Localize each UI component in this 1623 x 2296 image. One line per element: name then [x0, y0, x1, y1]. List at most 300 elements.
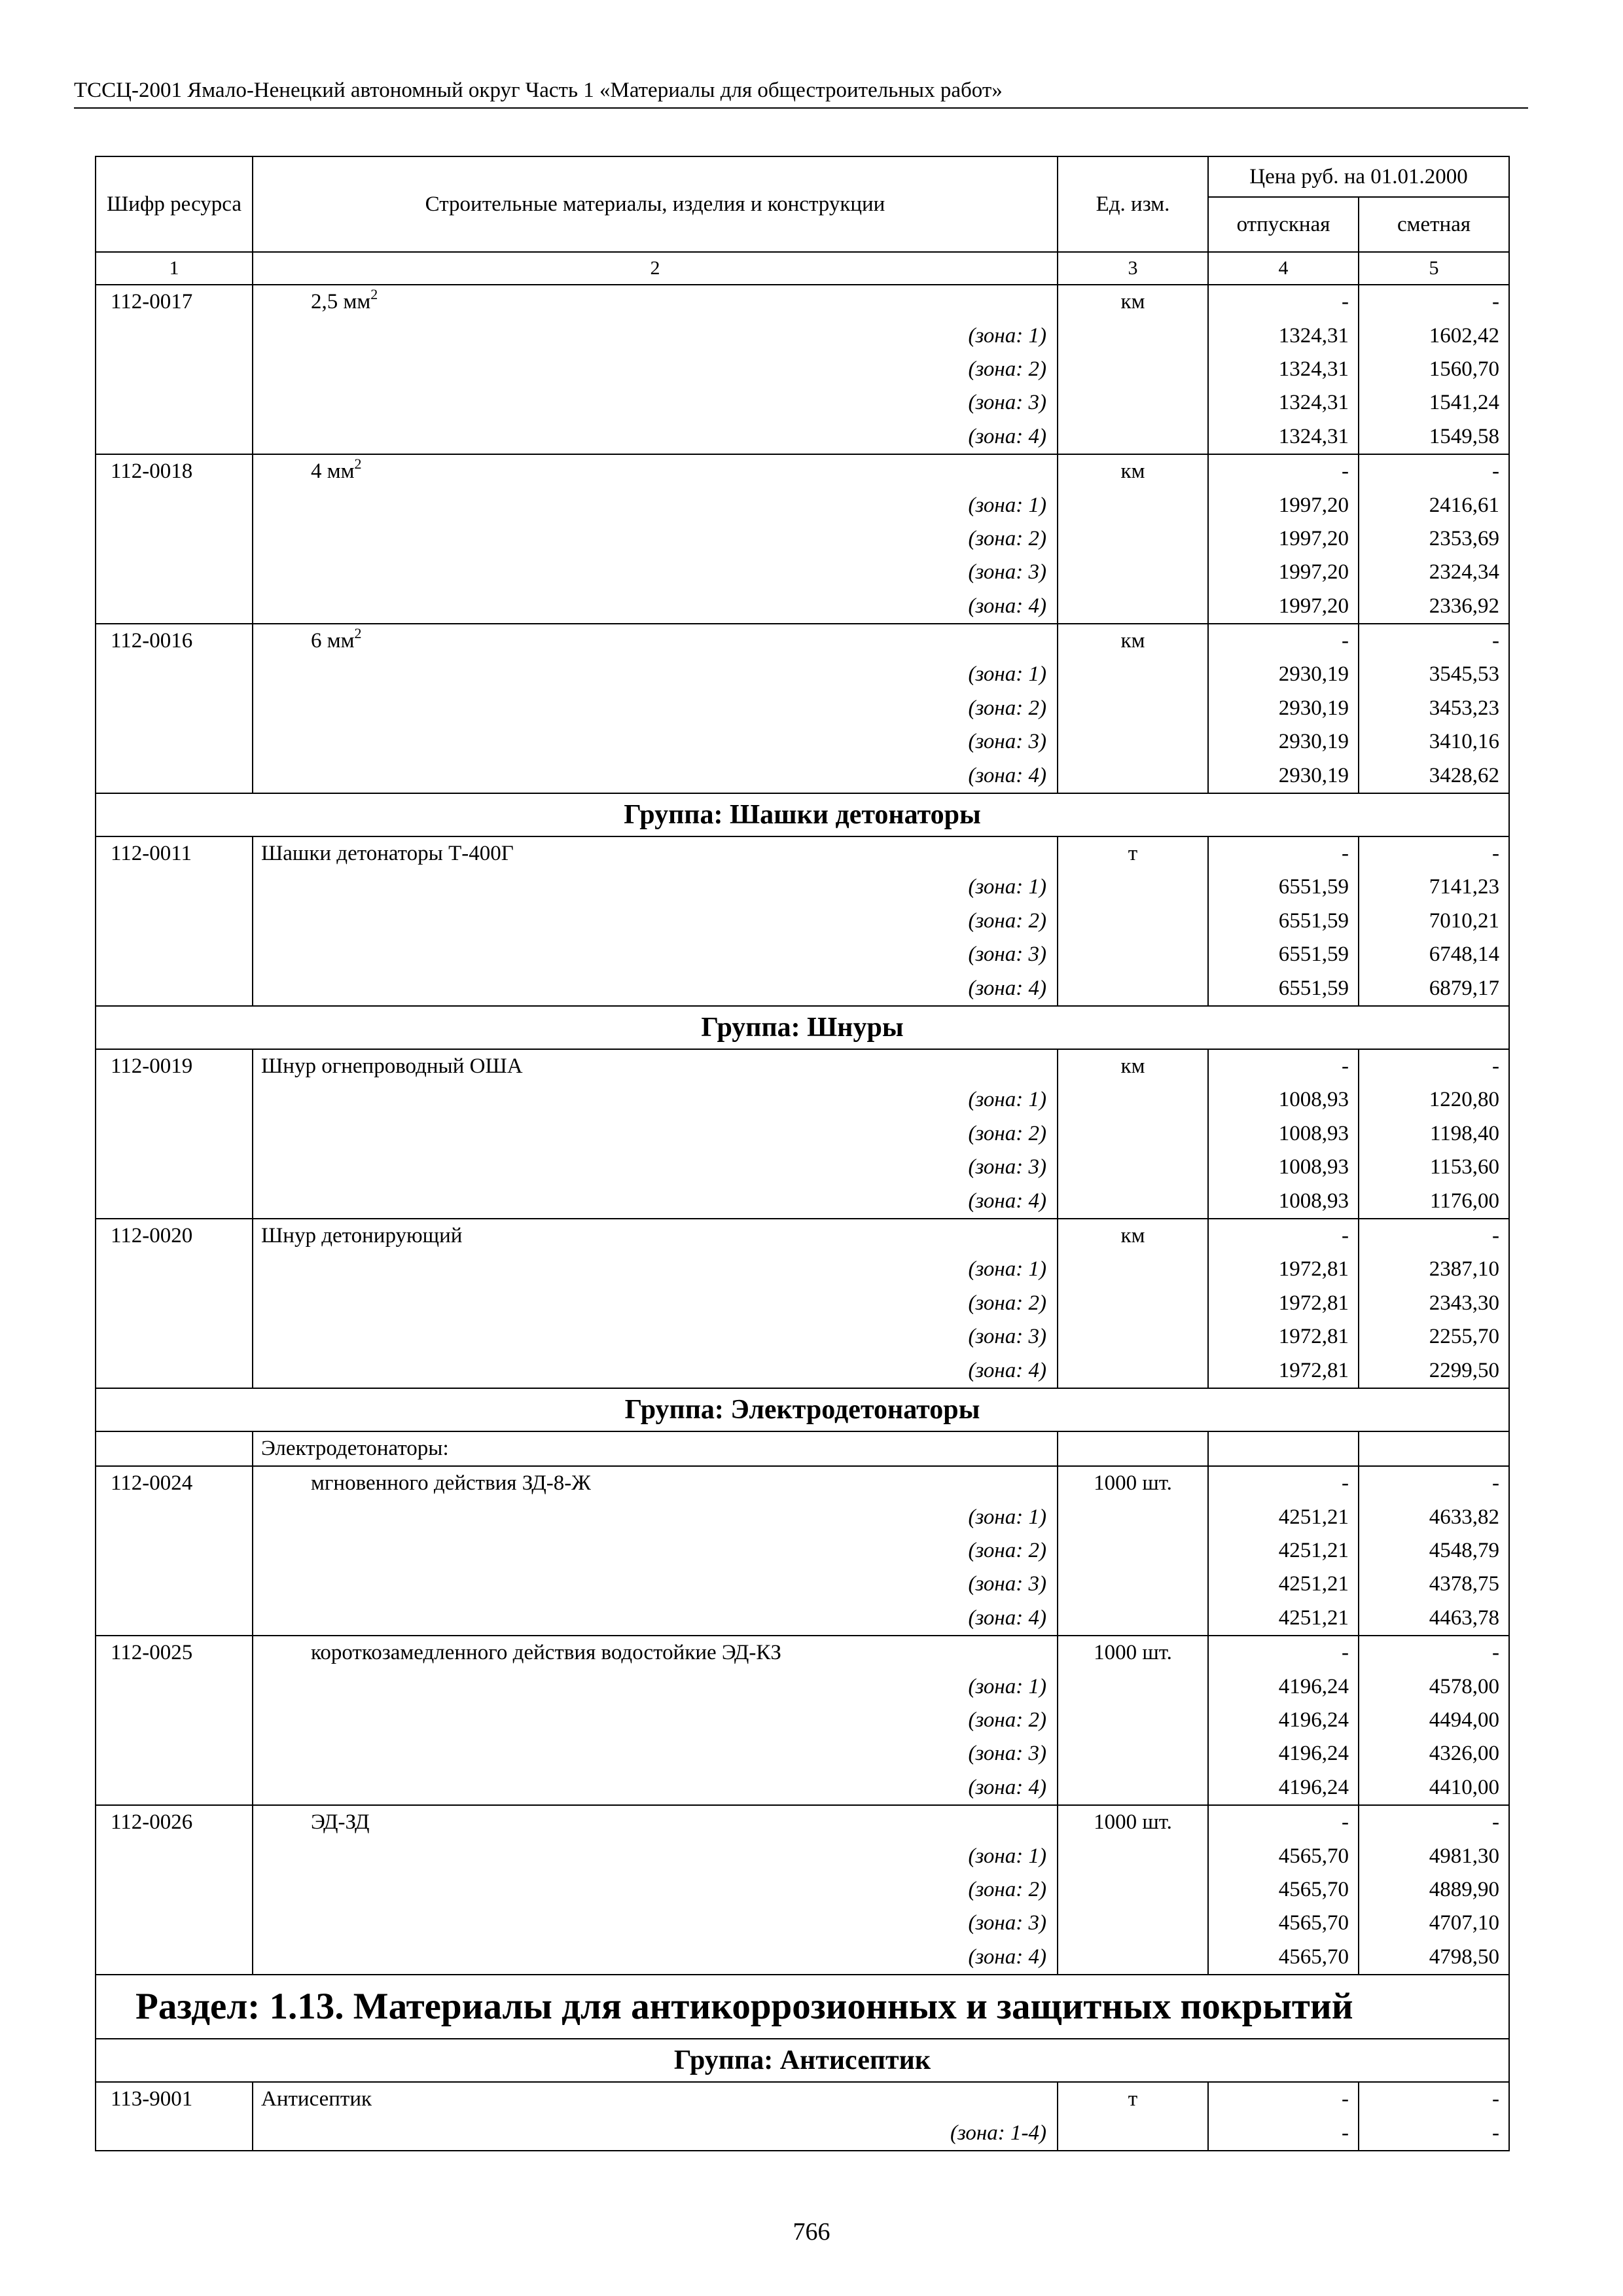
item-row	[96, 285, 1509, 319]
release-price: 1972,81	[1208, 1354, 1359, 1388]
release-price: 1324,31	[1208, 319, 1359, 352]
estimate-price: 1220,80	[1359, 1083, 1509, 1117]
zone-row	[96, 1907, 1509, 1940]
material-name	[253, 285, 1058, 319]
zone-label: (зона: 1)	[253, 1501, 1058, 1534]
zone-row	[96, 1117, 1509, 1151]
unit-cell	[1058, 1941, 1208, 1975]
resource-code	[96, 386, 253, 420]
zone-label: (зона: 2)	[253, 1117, 1058, 1151]
header-code: Шифр ресурса	[96, 156, 253, 252]
release-price: 1997,20	[1208, 556, 1359, 589]
release-price: 1997,20	[1208, 590, 1359, 624]
zone-label: (зона: 1)	[253, 658, 1058, 691]
item-row	[96, 1805, 1509, 1839]
estimate-price: 4889,90	[1359, 1873, 1509, 1907]
estimate-price: 3428,62	[1359, 759, 1509, 793]
zone-label: (зона: 2)	[253, 1534, 1058, 1568]
release-price: -	[1208, 1219, 1359, 1253]
material-name-text: 6 мм	[311, 629, 355, 653]
column-number: 4	[1208, 252, 1359, 285]
release-price: -	[1208, 1636, 1359, 1670]
release-price: 6551,59	[1208, 938, 1359, 971]
estimate-price: 6748,14	[1359, 938, 1509, 971]
resource-code	[96, 420, 253, 454]
material-name-text: 4 мм	[311, 459, 355, 484]
material-name	[253, 1466, 1058, 1500]
unit-cell	[1058, 1253, 1208, 1286]
zone-row	[96, 1501, 1509, 1534]
unit-cell: т	[1058, 2082, 1208, 2116]
zone-label: (зона: 3)	[253, 1568, 1058, 1601]
resource-code: 113-9001	[96, 2082, 253, 2116]
resource-code	[96, 522, 253, 556]
unit-cell	[1058, 759, 1208, 793]
material-name	[253, 1219, 1058, 1253]
zone-row	[96, 1534, 1509, 1568]
zone-label: (зона: 2)	[253, 1287, 1058, 1320]
resource-code	[96, 1704, 253, 1737]
release-price: 4565,70	[1208, 1873, 1359, 1907]
release-price: -	[1208, 1805, 1359, 1839]
estimate-price: 1198,40	[1359, 1117, 1509, 1151]
unit-cell	[1058, 1737, 1208, 1770]
resource-code: 112-0016	[96, 624, 253, 658]
release-price: 2930,19	[1208, 725, 1359, 759]
zone-row	[96, 1602, 1509, 1636]
estimate-price: 1560,70	[1359, 353, 1509, 386]
zone-label: (зона: 4)	[253, 1354, 1058, 1388]
estimate-price: 3545,53	[1359, 658, 1509, 691]
zone-row	[96, 1253, 1509, 1286]
release-price: -	[1208, 454, 1359, 488]
zone-row	[96, 1737, 1509, 1770]
item-row	[96, 624, 1509, 658]
table-body	[96, 285, 1509, 2151]
zone-row	[96, 938, 1509, 971]
zone-row	[96, 1771, 1509, 1805]
release-price: 1008,93	[1208, 1083, 1359, 1117]
item-row	[96, 1466, 1509, 1500]
material-name	[253, 1636, 1058, 1670]
unit-cell	[1058, 556, 1208, 589]
unit-exponent: 2	[354, 625, 362, 642]
zone-label: (зона: 1)	[253, 1839, 1058, 1873]
estimate-price: 1153,60	[1359, 1151, 1509, 1184]
estimate-price: 4378,75	[1359, 1568, 1509, 1601]
resource-code	[96, 971, 253, 1005]
zone-row	[96, 1670, 1509, 1703]
zone-row	[96, 353, 1509, 386]
subheading-row	[96, 1431, 1509, 1466]
resource-code	[96, 353, 253, 386]
header-release: отпускная	[1208, 197, 1359, 252]
resource-code	[96, 1320, 253, 1354]
zone-row	[96, 1839, 1509, 1873]
estimate-price: -	[1359, 1466, 1509, 1500]
zone-label: (зона: 1)	[253, 488, 1058, 522]
resource-code	[96, 1354, 253, 1388]
header-name: Строительные материалы, изделия и конструкции	[253, 156, 1058, 252]
resource-code	[96, 725, 253, 759]
estimate-price: 1176,00	[1359, 1184, 1509, 1218]
unit-cell	[1058, 488, 1208, 522]
material-name-text: Шнур детонирующий	[261, 1223, 463, 1247]
material-name	[253, 836, 1058, 870]
unit-cell	[1058, 1083, 1208, 1117]
group-heading: Группа: Антисептик	[96, 2039, 1509, 2082]
material-name	[253, 624, 1058, 658]
release-price: 1008,93	[1208, 1151, 1359, 1184]
estimate-price: 2336,92	[1359, 590, 1509, 624]
estimate-price: 4548,79	[1359, 1534, 1509, 1568]
unit-cell	[1058, 1907, 1208, 1940]
zone-row	[96, 1184, 1509, 1218]
resource-code	[96, 1431, 253, 1466]
estimate-price	[1359, 1431, 1509, 1466]
zone-label: (зона: 3)	[253, 938, 1058, 971]
unit-cell	[1058, 1602, 1208, 1636]
release-price: -	[1208, 285, 1359, 319]
unit-cell: км	[1058, 1049, 1208, 1083]
zone-label: (зона: 3)	[253, 386, 1058, 420]
zone-row	[96, 420, 1509, 454]
unit-cell: 1000 шт.	[1058, 1466, 1208, 1500]
zone-label: (зона: 4)	[253, 759, 1058, 793]
header-unit: Ед. изм.	[1058, 156, 1208, 252]
release-price: 1972,81	[1208, 1287, 1359, 1320]
material-name-text: мгновенного действия ЗД-8-Ж	[311, 1471, 591, 1496]
zone-label: (зона: 2)	[253, 522, 1058, 556]
material-subheading: Электродетонаторы:	[253, 1431, 1058, 1466]
zone-label: (зона: 4)	[253, 590, 1058, 624]
zone-label: (зона: 2)	[253, 905, 1058, 938]
resource-code	[96, 658, 253, 691]
resource-code	[96, 692, 253, 725]
estimate-price: 3453,23	[1359, 692, 1509, 725]
zone-row	[96, 1873, 1509, 1907]
estimate-price: 4798,50	[1359, 1941, 1509, 1975]
release-price: 1324,31	[1208, 386, 1359, 420]
release-price: -	[1208, 1466, 1359, 1500]
release-price: 2930,19	[1208, 692, 1359, 725]
resource-code	[96, 759, 253, 793]
zone-label: (зона: 1)	[253, 1083, 1058, 1117]
resource-code	[96, 1117, 253, 1151]
resource-code	[96, 905, 253, 938]
unit-cell	[1058, 1117, 1208, 1151]
release-price: 6551,59	[1208, 870, 1359, 904]
resource-code	[96, 1737, 253, 1770]
unit-cell	[1058, 1151, 1208, 1184]
resource-code	[96, 1839, 253, 1873]
zone-row	[96, 1287, 1509, 1320]
resource-code	[96, 2116, 253, 2150]
zone-row	[96, 1941, 1509, 1975]
column-number: 5	[1359, 252, 1509, 285]
release-price: 4565,70	[1208, 1941, 1359, 1975]
zone-row	[96, 759, 1509, 793]
release-price: 4251,21	[1208, 1534, 1359, 1568]
estimate-price: 4633,82	[1359, 1501, 1509, 1534]
item-row	[96, 454, 1509, 488]
resource-code	[96, 1602, 253, 1636]
group-heading-row	[96, 2039, 1509, 2082]
zone-row	[96, 1151, 1509, 1184]
group-heading: Группа: Электродетонаторы	[96, 1388, 1509, 1431]
estimate-price: 2387,10	[1359, 1253, 1509, 1286]
release-price: 1324,31	[1208, 420, 1359, 454]
unit-cell	[1058, 1184, 1208, 1218]
unit-cell: км	[1058, 1219, 1208, 1253]
zone-row	[96, 971, 1509, 1005]
resource-code: 112-0025	[96, 1636, 253, 1670]
resource-code	[96, 1941, 253, 1975]
zone-row	[96, 590, 1509, 624]
zone-label: (зона: 4)	[253, 1941, 1058, 1975]
item-row	[96, 1219, 1509, 1253]
group-heading-row	[96, 1006, 1509, 1049]
resource-code	[96, 1287, 253, 1320]
resource-code	[96, 1907, 253, 1940]
material-name	[253, 2082, 1058, 2116]
estimate-price: 4463,78	[1359, 1602, 1509, 1636]
release-price: 1008,93	[1208, 1184, 1359, 1218]
resource-code	[96, 590, 253, 624]
zone-label: (зона: 3)	[253, 1320, 1058, 1354]
material-name-text: короткозамедленного действия водостойкие ЭД-КЗ	[311, 1641, 781, 1665]
release-price: 1997,20	[1208, 522, 1359, 556]
zone-label: (зона: 1)	[253, 319, 1058, 352]
unit-cell	[1058, 2116, 1208, 2150]
release-price: -	[1208, 2082, 1359, 2116]
zone-label: (зона: 4)	[253, 971, 1058, 1005]
resource-code	[96, 870, 253, 904]
unit-cell	[1058, 1771, 1208, 1805]
zone-row	[96, 658, 1509, 691]
zone-row	[96, 1568, 1509, 1601]
header-estimate: сметная	[1359, 197, 1509, 252]
zone-label: (зона: 1)	[253, 870, 1058, 904]
resource-code	[96, 938, 253, 971]
estimate-price: -	[1359, 624, 1509, 658]
zone-row	[96, 488, 1509, 522]
page-header: ТССЦ-2001 Ямало-Ненецкий автономный округ Часть 1 «Материалы для общестроительных работ»	[74, 77, 1528, 109]
unit-cell	[1058, 1534, 1208, 1568]
zone-label: (зона: 2)	[253, 353, 1058, 386]
unit-cell	[1058, 1354, 1208, 1388]
zone-label: (зона: 4)	[253, 1184, 1058, 1218]
resource-code	[96, 1771, 253, 1805]
estimate-price: 6879,17	[1359, 971, 1509, 1005]
section-heading: Раздел: 1.13. Материалы для антикоррозионных и защитных покрытий	[96, 1975, 1509, 2039]
estimate-price: 4578,00	[1359, 1670, 1509, 1703]
estimate-price: 1541,24	[1359, 386, 1509, 420]
release-price: 1997,20	[1208, 488, 1359, 522]
zone-row	[96, 556, 1509, 589]
unit-exponent: 2	[354, 456, 362, 473]
estimate-price: -	[1359, 2116, 1509, 2150]
release-price: 1972,81	[1208, 1320, 1359, 1354]
release-price: 1972,81	[1208, 1253, 1359, 1286]
resource-code	[96, 488, 253, 522]
resource-code	[96, 1501, 253, 1534]
release-price: 6551,59	[1208, 905, 1359, 938]
item-row	[96, 2082, 1509, 2116]
release-price: 4565,70	[1208, 1907, 1359, 1940]
zone-row	[96, 905, 1509, 938]
zone-label: (зона: 4)	[253, 420, 1058, 454]
material-name	[253, 1049, 1058, 1083]
estimate-price: 2299,50	[1359, 1354, 1509, 1388]
unit-cell	[1058, 1568, 1208, 1601]
unit-cell: км	[1058, 624, 1208, 658]
release-price: 4196,24	[1208, 1771, 1359, 1805]
zone-label: (зона: 2)	[253, 1873, 1058, 1907]
estimate-price: -	[1359, 1805, 1509, 1839]
zone-row	[96, 1320, 1509, 1354]
unit-cell	[1058, 1873, 1208, 1907]
group-heading-row	[96, 1388, 1509, 1431]
estimate-price: 2416,61	[1359, 488, 1509, 522]
zone-row	[96, 725, 1509, 759]
unit-cell	[1058, 353, 1208, 386]
estimate-price: 2353,69	[1359, 522, 1509, 556]
resource-code: 112-0019	[96, 1049, 253, 1083]
release-price: 4196,24	[1208, 1670, 1359, 1703]
estimate-price: -	[1359, 1219, 1509, 1253]
material-name-text: 2,5 мм	[311, 290, 371, 314]
unit-cell	[1058, 692, 1208, 725]
estimate-price: 4707,10	[1359, 1907, 1509, 1940]
unit-cell	[1058, 1501, 1208, 1534]
release-price: 6551,59	[1208, 971, 1359, 1005]
estimate-price: 7141,23	[1359, 870, 1509, 904]
resource-code: 112-0011	[96, 836, 253, 870]
material-name-text: Шнур огнепроводный ОША	[261, 1054, 523, 1078]
zone-label: (зона: 1)	[253, 1253, 1058, 1286]
zone-label: (зона: 2)	[253, 1704, 1058, 1737]
material-name-text: Антисептик	[261, 2087, 372, 2111]
estimate-price: 1549,58	[1359, 420, 1509, 454]
resource-code	[96, 1670, 253, 1703]
unit-cell	[1058, 1704, 1208, 1737]
zone-row	[96, 870, 1509, 904]
material-name-text: Шашки детонаторы Т-400Г	[261, 842, 514, 866]
estimate-price: 4410,00	[1359, 1771, 1509, 1805]
header-price: Цена руб. на 01.01.2000	[1208, 156, 1509, 197]
unit-cell: км	[1058, 454, 1208, 488]
price-table	[95, 156, 1510, 2151]
estimate-price: -	[1359, 1636, 1509, 1670]
release-price: 4196,24	[1208, 1704, 1359, 1737]
resource-code	[96, 1184, 253, 1218]
column-number: 2	[253, 252, 1058, 285]
resource-code	[96, 1083, 253, 1117]
release-price: 4251,21	[1208, 1501, 1359, 1534]
item-row	[96, 1049, 1509, 1083]
unit-cell	[1058, 905, 1208, 938]
release-price	[1208, 1431, 1359, 1466]
zone-label: (зона: 3)	[253, 1151, 1058, 1184]
unit-cell	[1058, 1431, 1208, 1466]
estimate-price: 1602,42	[1359, 319, 1509, 352]
release-price: 4196,24	[1208, 1737, 1359, 1770]
release-price: 1324,31	[1208, 353, 1359, 386]
item-row	[96, 1636, 1509, 1670]
material-name-text: ЭД-ЗД	[311, 1810, 370, 1835]
release-price: 4251,21	[1208, 1602, 1359, 1636]
zone-label: (зона: 3)	[253, 725, 1058, 759]
release-price: 4565,70	[1208, 1839, 1359, 1873]
release-price: 2930,19	[1208, 658, 1359, 691]
zone-label: (зона: 2)	[253, 692, 1058, 725]
unit-cell	[1058, 319, 1208, 352]
resource-code	[96, 319, 253, 352]
unit-cell: т	[1058, 836, 1208, 870]
estimate-price: 4981,30	[1359, 1839, 1509, 1873]
release-price: -	[1208, 1049, 1359, 1083]
estimate-price: -	[1359, 2082, 1509, 2116]
estimate-price: -	[1359, 285, 1509, 319]
zone-label: (зона: 1)	[253, 1670, 1058, 1703]
unit-cell	[1058, 1287, 1208, 1320]
unit-cell	[1058, 522, 1208, 556]
zone-label: (зона: 4)	[253, 1771, 1058, 1805]
group-heading: Группа: Шашки детонаторы	[96, 793, 1509, 836]
unit-cell	[1058, 1670, 1208, 1703]
unit-cell	[1058, 938, 1208, 971]
estimate-price: 2324,34	[1359, 556, 1509, 589]
estimate-price: 4494,00	[1359, 1704, 1509, 1737]
estimate-price: -	[1359, 836, 1509, 870]
release-price: 2930,19	[1208, 759, 1359, 793]
section-heading-row	[96, 1975, 1509, 2039]
estimate-price: 2255,70	[1359, 1320, 1509, 1354]
unit-cell	[1058, 658, 1208, 691]
release-price: -	[1208, 624, 1359, 658]
zone-row	[96, 692, 1509, 725]
unit-cell	[1058, 590, 1208, 624]
group-heading: Группа: Шнуры	[96, 1006, 1509, 1049]
zone-label: (зона: 4)	[253, 1602, 1058, 1636]
zone-row	[96, 386, 1509, 420]
zone-row	[96, 1083, 1509, 1117]
resource-code: 112-0026	[96, 1805, 253, 1839]
column-number: 1	[96, 252, 253, 285]
item-row	[96, 836, 1509, 870]
resource-code: 112-0018	[96, 454, 253, 488]
estimate-price: 7010,21	[1359, 905, 1509, 938]
unit-exponent: 2	[370, 286, 378, 303]
resource-code: 112-0024	[96, 1466, 253, 1500]
resource-code	[96, 1568, 253, 1601]
resource-code	[96, 1873, 253, 1907]
page-number: 766	[793, 2218, 830, 2246]
unit-cell: 1000 шт.	[1058, 1636, 1208, 1670]
zone-label: (зона: 3)	[253, 1737, 1058, 1770]
zone-row	[96, 2116, 1509, 2150]
estimate-price: 4326,00	[1359, 1737, 1509, 1770]
release-price: -	[1208, 2116, 1359, 2150]
material-name	[253, 1805, 1058, 1839]
zone-label: (зона: 3)	[253, 1907, 1058, 1940]
unit-cell	[1058, 1839, 1208, 1873]
estimate-price: -	[1359, 454, 1509, 488]
resource-code	[96, 1534, 253, 1568]
zone-label: (зона: 1-4)	[253, 2116, 1058, 2150]
unit-cell: км	[1058, 285, 1208, 319]
